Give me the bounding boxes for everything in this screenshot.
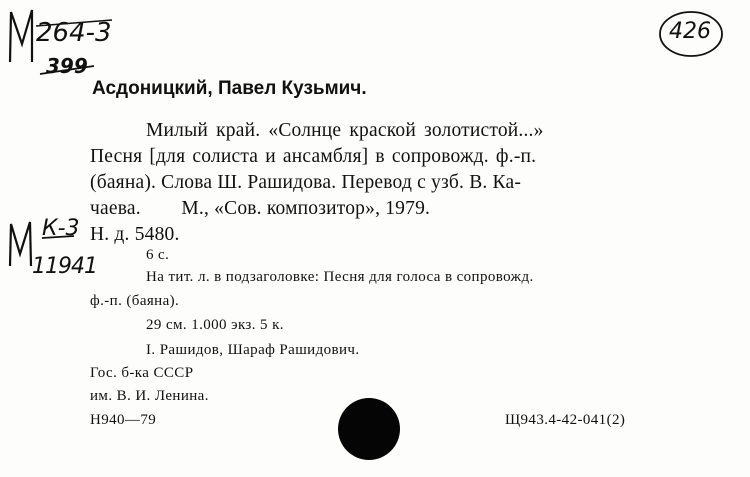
catalog-number: Н940—79 <box>90 412 157 428</box>
circled-card-number <box>656 8 726 60</box>
handwritten-shelf-mark-1 <box>2 4 132 84</box>
title-line-5: Н. д. 5480. <box>90 224 180 245</box>
shelf-mark-2-text <box>2 174 5 175</box>
physical-description: 29 см. 1.000 экз. 5 к. <box>146 317 284 333</box>
classification-code: Щ943.4-42-041(2) <box>505 412 626 428</box>
added-entry: I. Рашидов, Шараф Рашидович. <box>146 342 360 358</box>
shelf-mark-2-code: К-3 <box>42 216 80 241</box>
note-line-1: На тит. л. в подзаголовке: Песня для голоса в сопровожд. <box>146 269 534 285</box>
note-line-2: ф.-п. (баяна). <box>90 293 180 309</box>
title-line-1: Милый край. «Солнце краской золотистой...» <box>146 120 544 141</box>
card-number: 426 <box>669 19 711 44</box>
pages: 6 с. <box>146 247 170 263</box>
title-line-2: Песня [для солиста и ансамбля] в сопровожд. ф.-п. <box>90 146 537 167</box>
author-heading: Асдоницкий, Павел Кузьмич. <box>92 78 367 99</box>
title-line-4: чаева. М., «Сов. композитор», 1979. <box>90 198 431 219</box>
library-line-1: Гос. б-ка СССР <box>90 365 194 381</box>
shelf-mark-2-sub: 11941 <box>32 254 97 279</box>
library-line-2: им. В. И. Ленина. <box>90 388 209 404</box>
punched-hole <box>338 398 400 460</box>
shelf-mark-1-sub: 399 <box>46 54 88 78</box>
title-line-3: (баяна). Слова Ш. Рашидова. Перевод с узб. В. Ка- <box>90 172 522 193</box>
shelf-mark-1-code: 264-3 <box>36 18 112 48</box>
